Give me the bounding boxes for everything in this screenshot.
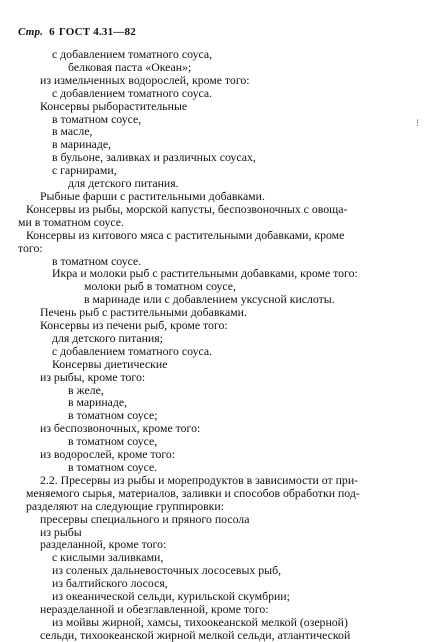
text-line: Консервы из рыбы, морской капусты, беспозвоночных с овоща- bbox=[26, 201, 348, 216]
text-line: из водорослей, кроме того: bbox=[40, 447, 176, 462]
text-line: Консервы рыборастительные bbox=[40, 98, 188, 113]
text-line: разделяют на следующие группировки: bbox=[26, 498, 225, 513]
text-line: в желе, bbox=[68, 382, 104, 397]
text-line: с добавлением томатного соуса. bbox=[52, 343, 213, 358]
text-line: в томатном соусе. bbox=[52, 253, 142, 268]
text-line: из рыбы, кроме того: bbox=[40, 369, 146, 384]
text-line: из измельченных водорослей, кроме того: bbox=[40, 72, 250, 87]
text-line: белковая паста «Океан»; bbox=[68, 59, 192, 74]
text-line: в томатном соусе, bbox=[52, 111, 142, 126]
page-label: Стр. bbox=[18, 26, 44, 38]
text-line: в маринаде, bbox=[52, 137, 112, 152]
text-line: в томатном соусе, bbox=[68, 434, 158, 449]
page-header bbox=[18, 26, 136, 38]
text-line: Икра и молоки рыб с растительными добавками, кроме того: bbox=[52, 266, 358, 281]
text-line: из рыбы bbox=[40, 524, 82, 539]
margin-mark: ⁝ bbox=[416, 118, 420, 129]
text-line: с добавлением томатного соуса. bbox=[52, 85, 213, 100]
text-line: из соленых дальневосточных лососевых рыб, bbox=[52, 563, 282, 578]
text-line: разделанной, кроме того: bbox=[40, 537, 167, 552]
text-line: для детского питания. bbox=[68, 176, 179, 191]
text-line: молоки рыб в томатном соусе, bbox=[84, 279, 236, 294]
text-line: 2.2. Пресервы из рыбы и морепродуктов в зависимости от при- bbox=[40, 472, 359, 487]
text-line: ми в томатном соусе. bbox=[18, 214, 124, 229]
text-line: меняемого сырья, материалов, заливки и способов обработки под- bbox=[26, 485, 360, 500]
text-line: в бульоне, заливках и различных соусах, bbox=[52, 150, 256, 165]
text-line: неразделанной и обезглавленной, кроме того: bbox=[40, 601, 269, 616]
text-line: Печень рыб с растительными добавками. bbox=[40, 305, 247, 320]
text-line: в маринаде или с добавлением уксусной кислоты. bbox=[84, 292, 335, 307]
text-line: Рыбные фарши с растительными добавками. bbox=[40, 188, 265, 203]
text-line: с гарнирами, bbox=[52, 163, 117, 178]
text-line: в масле, bbox=[52, 124, 93, 139]
text-line: из беспозвоночных, кроме того: bbox=[40, 421, 201, 436]
standard-code: ГОСТ 4.31—82 bbox=[58, 26, 136, 38]
text-line: из океанической сельди, курильской скумбрии; bbox=[52, 589, 290, 604]
text-line: в томатном соусе; bbox=[68, 408, 158, 423]
text-line: для детского питания; bbox=[52, 330, 163, 345]
text-line: Консервы из печени рыб, кроме того: bbox=[40, 318, 228, 333]
text-line: с добавлением томатного соуса, bbox=[52, 47, 213, 61]
text-line: в маринаде, bbox=[68, 395, 128, 410]
document-body bbox=[18, 47, 406, 642]
text-line: того: bbox=[18, 240, 43, 255]
text-line: Консервы из китового мяса с растительными добавками, кроме bbox=[26, 227, 345, 242]
page-number: 6 bbox=[49, 26, 55, 38]
text-line: в томатном соусе. bbox=[68, 460, 158, 474]
text-line: из балтийского лосося, bbox=[52, 576, 168, 591]
text-line: из мойвы жирной, хамсы, тихоокеанской мелкой (озерной) bbox=[52, 614, 348, 629]
text-line: сельди, тихоокеанской жирной мелкой сельди, атлантической bbox=[40, 627, 351, 642]
text-line: пресервы специального и пряного посола bbox=[40, 511, 250, 526]
text-line: с кислыми заливками, bbox=[52, 550, 164, 565]
text-line: Консервы диетические bbox=[52, 356, 168, 371]
